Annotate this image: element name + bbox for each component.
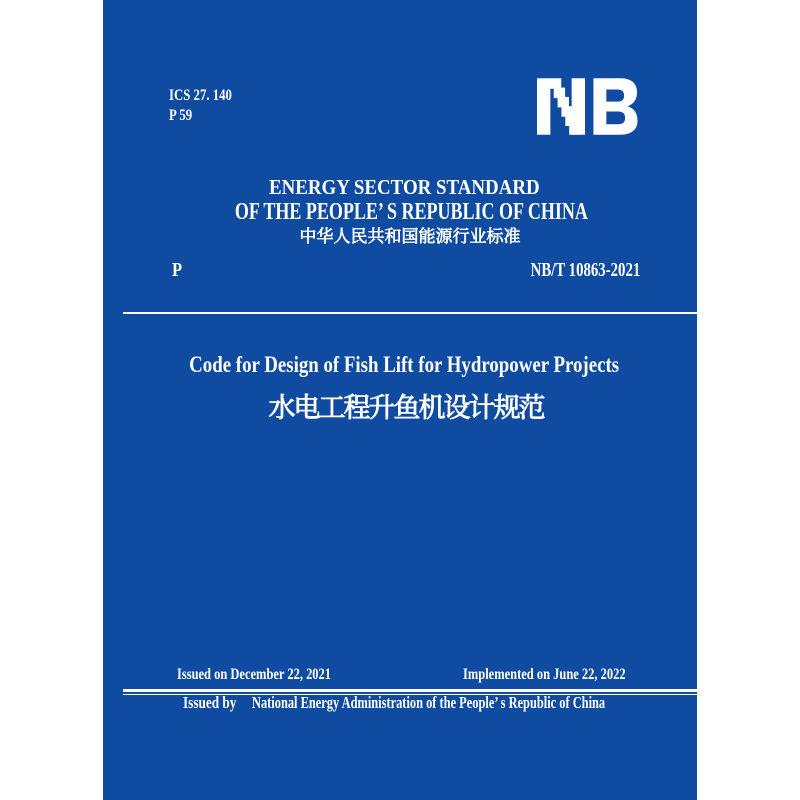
issued-date — [177, 667, 374, 683]
title-en-text: Code for Design of Fish Lift for Hydropower Projects — [189, 352, 619, 377]
nb-logo-text — [638, 78, 639, 79]
nb-logo-icon — [537, 78, 638, 135]
header-rule — [123, 312, 697, 314]
nb-logo — [537, 78, 638, 135]
implemented-date — [463, 667, 671, 683]
ics-code: ICS 27. 140 — [169, 87, 232, 104]
standard-cover — [103, 0, 697, 800]
heading-zh-text: 中华人民共和国能源行业标准 — [299, 227, 521, 247]
footer-rule-thick — [123, 689, 697, 692]
title-zh — [103, 395, 697, 422]
issuing-authority-text: National Energy Administration of the People’ s Republic of China — [252, 693, 606, 712]
index-letter-text: P — [172, 260, 183, 281]
standard-number — [496, 261, 640, 281]
issuing-authority — [252, 694, 736, 711]
heading-line-2 — [103, 200, 697, 224]
title-en — [103, 353, 697, 376]
index-letter — [172, 261, 184, 281]
issued-by-text: Issued by — [183, 693, 237, 712]
classification-block — [169, 86, 248, 126]
heading-line-1-text: ENERGY SECTOR STANDARD — [268, 175, 540, 199]
title-zh-text: 水电工程升鱼机设计规范 — [268, 393, 544, 424]
heading-zh — [103, 229, 697, 246]
issued-date-text: Issued on December 22, 2021 — [177, 666, 332, 683]
implemented-date-text: Implemented on June 22, 2022 — [463, 666, 626, 683]
issued-by-label — [183, 694, 252, 711]
standard-number-text: NB/T 10863-2021 — [530, 260, 640, 281]
heading-line-2-text: OF THE PEOPLE’ S REPUBLIC OF CHINA — [234, 199, 588, 225]
doc-class-code: P 59 — [169, 107, 193, 124]
heading-line-1 — [103, 177, 697, 198]
